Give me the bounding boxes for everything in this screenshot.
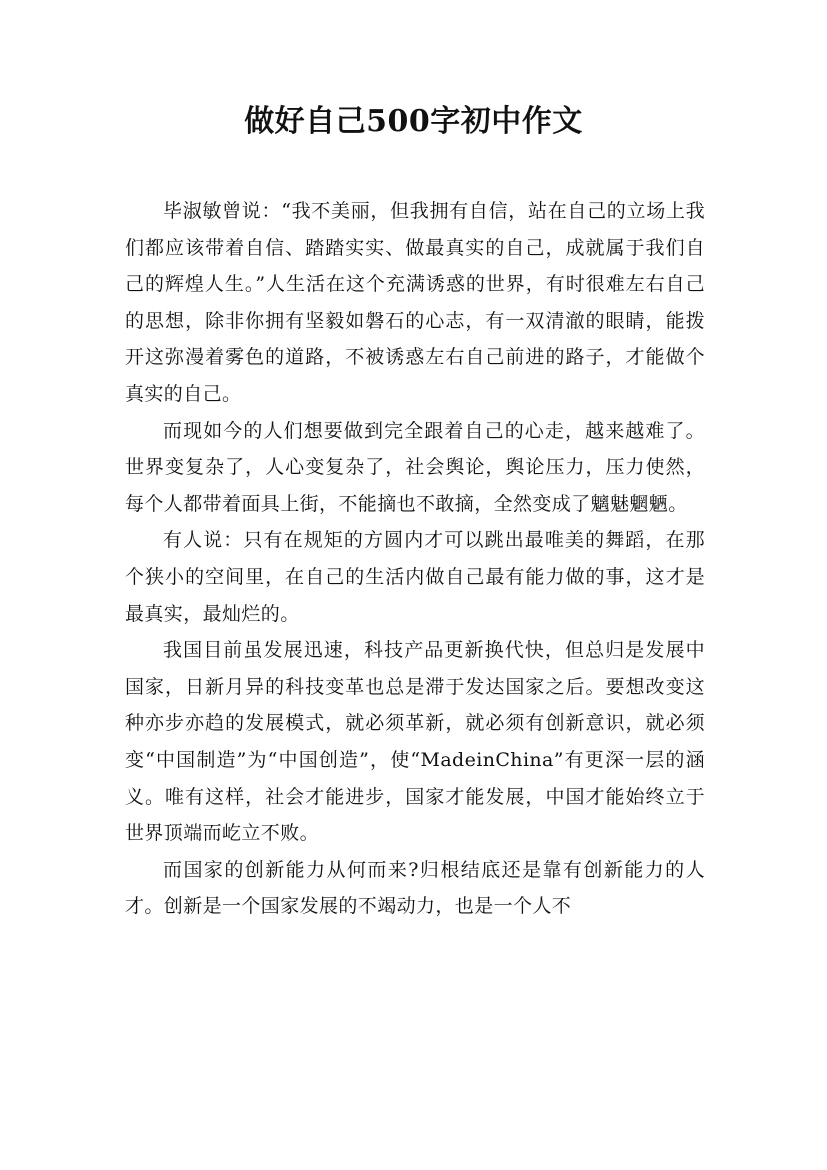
page-title: 做好自己500字初中作文 (244, 104, 583, 139)
paragraph: 而现如今的人们想要做到完全跟着自己的心走，越来越难了。世界变复杂了，人心变复杂了，社会舆论，舆论压力，压力使然，每个人都带着面具上街，不能摘也不敢摘，全然变成了魑魅魍魉。 (125, 419, 705, 515)
paragraph: 我国目前虽发展迅速，科技产品更新换代快，但总归是发展中国家，日新月异的科技变革也总是滞于发达国家之后。要想改变这种亦步亦趋的发展模式，就必须革新，就必须有创新意识，就必须变“中国制造”为“中国创造”，使“MadeinChina”有更深一层的涵义。唯有这样，社会才能进步，国家才能发展，中国才能始终立于世界顶端而屹立不败。 (125, 639, 705, 845)
paragraph: 而国家的创新能力从何而来?归根结底还是靠有创新能力的人才。创新是一个国家发展的不竭动力，也是一个人不 (125, 858, 705, 918)
paragraph: 有人说：只有在规矩的方圆内才可以跳出最唯美的舞蹈，在那个狭小的空间里，在自己的生活内做自己最有能力做的事，这才是最真实，最灿烂的。 (125, 529, 705, 625)
paragraph: 毕淑敏曾说：“我不美丽，但我拥有自信，站在自己的立场上我们都应该带着自信、踏踏实实、做最真实的自己，成就属于我们自己的辉煌人生。”人生活在这个充满诱惑的世界，有时很难左右自己的思想，除非你拥有坚毅如磐石的心志，有一双清澈的眼睛，能拨开这弥漫着雾色的道路，不被诱惑左右自己前进的路子，才能做个真实的自己。 (125, 200, 705, 405)
essay-body (125, 193, 705, 925)
